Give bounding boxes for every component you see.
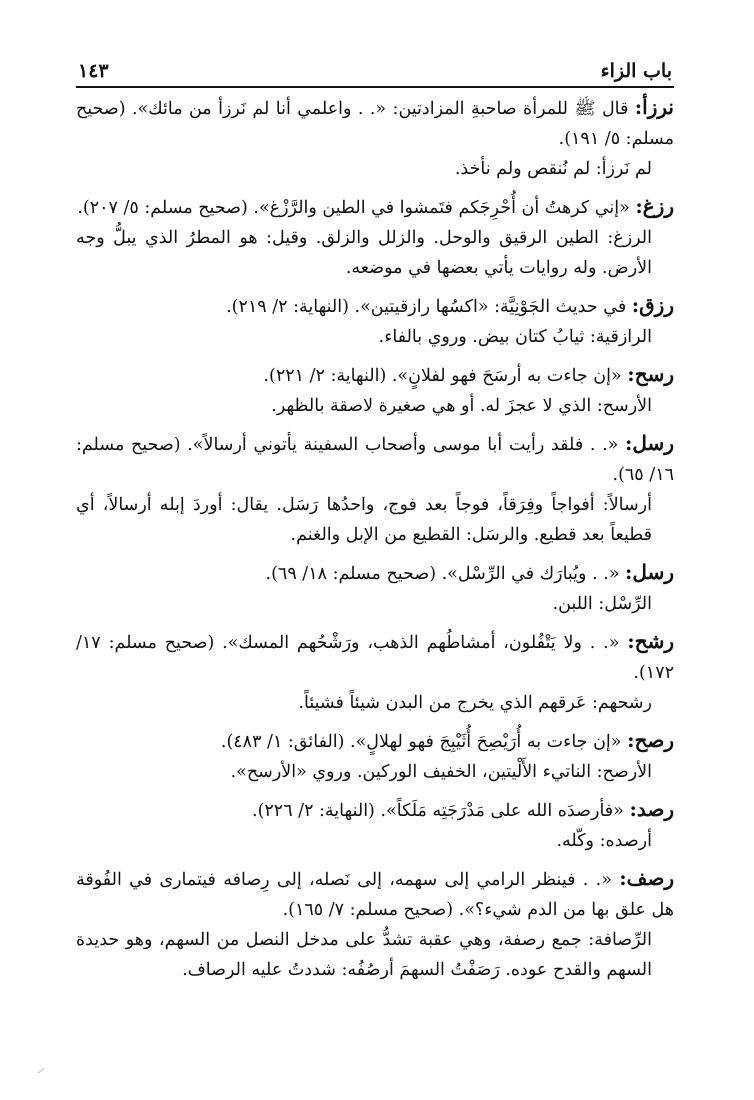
entry-text: «. . ولا يَتْفُلون، أمشاطُهم الذهب، ورَشْحُهم المسك». (صحيح مسلم: ١٧/ ١٧٢). xyxy=(76,633,674,683)
dictionary-entries xyxy=(76,92,674,992)
entry-gloss: الرازقية: ثيابُ كتان بيض. وروي بالفاء. xyxy=(378,327,652,347)
entry-headword: نرزأ: xyxy=(634,95,674,119)
entry-text: «إن جاءت به أرسَحَ فهو لفلانٍ». (النهاية: ٢/ ٢٢١). xyxy=(263,366,622,386)
entry-text: «. . فينظر الرامي إلى سهمه، إلى نَصله، إلى رِصافه فيتمارى في الفُوقة هل علق بها من الدم شيء؟». (صحيح مسلم: ٧/ ١٦٥). xyxy=(76,870,674,920)
entry-headword: رزق: xyxy=(631,293,674,317)
entry-gloss: الأرصح: الناتيء الأَلْيتين، الخفيف الوركين. وروي «الأرسح». xyxy=(230,762,652,782)
entry-headword: رشح: xyxy=(627,629,674,653)
entry-headword: رزغ: xyxy=(635,194,674,218)
entry-rashah xyxy=(76,626,674,718)
entry-gloss: لم نَرزأ: لم نُنقص ولم نأخذ. xyxy=(454,159,652,179)
entry-rasah-sad xyxy=(76,725,674,787)
entry-text: في حديث الجَوْنِيَّة: «اكسُها رازقيتين». (النهاية: ٢/ ٢١٩). xyxy=(226,297,627,317)
entry-headword: رصح: xyxy=(627,728,674,752)
entry-rasaf xyxy=(76,863,674,985)
entry-headword: رسل: xyxy=(625,560,674,584)
entry-headword: رصف: xyxy=(619,866,674,890)
entry-text: «فأرصدَه الله على مَدْرَجَتِه مَلَكاً». (النهاية: ٢/ ٢٢٦). xyxy=(252,801,624,821)
entry-narza xyxy=(76,92,674,184)
entry-text: «. . فلقد رأيت أبا موسى وأصحاب السفينة يأتوني أرسالاً». (صحيح مسلم: ١٦/ ٦٥). xyxy=(76,435,674,485)
header-divider xyxy=(76,86,674,88)
entry-gloss: أرصده: وكّله. xyxy=(556,831,652,851)
entry-razagh xyxy=(76,191,674,283)
entry-text: «. . ويُبارَك في الرِّسْل». (صحيح مسلم: ١٨/ ٦٩). xyxy=(265,564,620,584)
entry-rasal-1 xyxy=(76,428,674,550)
entry-headword: رصد: xyxy=(629,797,674,821)
entry-text: «إني كرهتُ أن أُحْرِجَكم فتَمشوا في الطين والرَّزْغ». (صحيح مسلم: ٥/ ٢٠٧). xyxy=(77,198,630,218)
entry-rasah xyxy=(76,359,674,421)
page-number: ١٤٣ xyxy=(78,60,109,82)
entry-headword: رسل: xyxy=(625,431,674,455)
scan-speck xyxy=(38,1068,46,1075)
page-header xyxy=(78,52,672,82)
entry-headword: رسح: xyxy=(627,362,674,386)
entry-gloss: رشحهم: عَرقهم الذي يخرج من البدن شيئاً فشيئاً. xyxy=(298,693,652,713)
chapter-title: باب الزاء xyxy=(600,60,672,82)
entry-text: «إن جاءت به أُرَيْصِحَ أُثَيْبِجَ فهو لهلالٍ». (الفائق: ١/ ٤٨٣). xyxy=(220,732,622,752)
entry-rasad xyxy=(76,794,674,856)
entry-razaq xyxy=(76,290,674,352)
entry-gloss: أرسالاً: أفواجاً وفِرَقاً، فوجاً بعد فوج، واحدُها رَسَل. يقال: أوردَ إبله أرسالاً، أي قطيعاً بعد قطيع. والرسَل: القطيع من الإبل والغنم. xyxy=(76,495,652,545)
entry-text: قال ﷺ للمرأة صاحبةِ المزادتين: «. . واعلمي أنا لم نَرزأ من مائك». (صحيح مسلم: ٥/ ١٩١). xyxy=(76,99,674,149)
entry-gloss: الرزغ: الطين الرقيق والوحل. والزلل والزلق. وقيل: هو المطرُ الذي يبلُّ وجه الأرض. وله روايات يأتي بعضها في موضعه. xyxy=(76,228,652,278)
entry-gloss: الأرسح: الذي لا عجزَ له. أو هي صغيرة لاصقة بالظهر. xyxy=(271,396,652,416)
entry-gloss: الرِّسْل: اللبن. xyxy=(552,594,652,614)
entry-gloss: الرِّصافة: جمع رصفة، وهي عقبة تشدُّ على مدخل النصل من السهم، وهو حديدة السهم والقدح عوده. رَصَفْتُ السهمَ أرصُفُه: شددتُ عليه الرصاف. xyxy=(76,930,652,980)
entry-rasal-2 xyxy=(76,557,674,619)
